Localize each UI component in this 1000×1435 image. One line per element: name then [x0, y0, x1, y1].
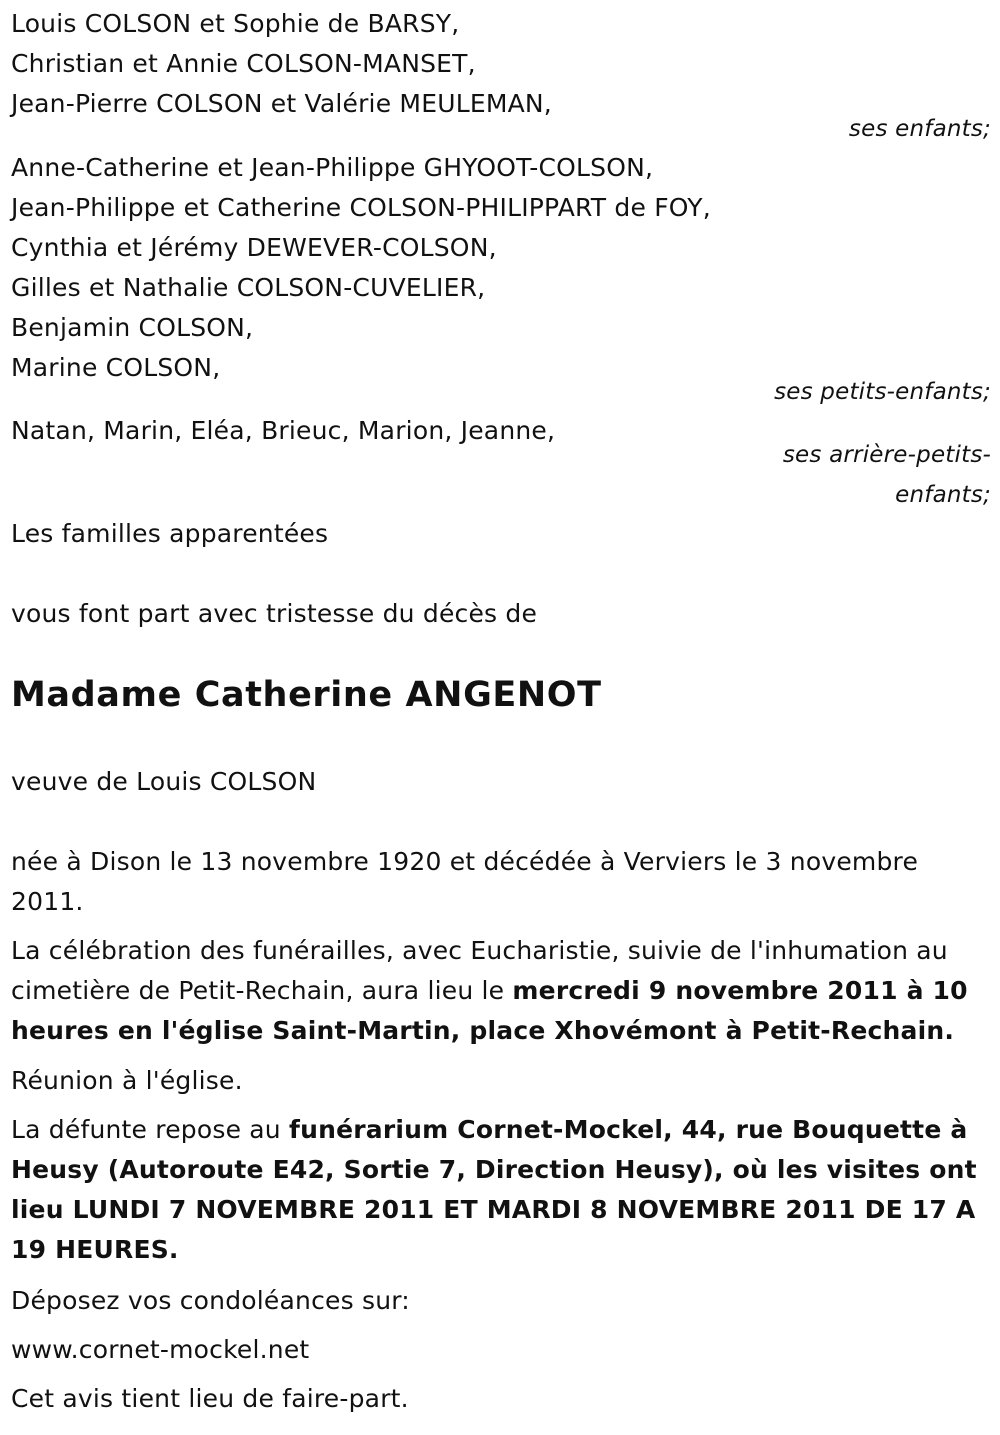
ceremony-details: mercredi 9 novembre 2011 à 10 heures en l'église Saint-Martin, place Xhovémont à Petit-Rechain. [11, 976, 968, 1045]
closing-note: Cet avis tient lieu de faire-part. [11, 1384, 409, 1413]
child-name: Louis COLSON et Sophie de BARSY, [11, 9, 460, 38]
repose-intro: La défunte repose au [11, 1115, 290, 1144]
deceased-name: Madame Catherine ANGENOT [11, 675, 602, 715]
grandchild-name: Gilles et Nathalie COLSON-CUVELIER, [11, 273, 486, 302]
condolences-prompt: Déposez vos condoléances sur: [11, 1286, 410, 1315]
repose-details: funérarium Cornet-Mockel, 44, rue Bouquette à Heusy (Autoroute E42, Sortie 7, Direction Heusy), où les visites ont lieu LUNDI 7 NOVEMBRE 2011 ET MARDI 8 NOVEMBRE 2011 DE 17 A 19 HEURES. [11, 1115, 977, 1264]
grandchild-name: Jean-Philippe et Catherine COLSON-PHILIPPART de FOY, [11, 193, 711, 222]
children-label: ses enfants; [848, 116, 991, 142]
ceremony-intro: La célébration des funérailles, avec Eucharistie, suivie de l'inhumation au cimetière de Petit-Rechain, aura lieu le [11, 936, 948, 1005]
announcement-text: vous font part avec tristesse du décès de [11, 599, 538, 628]
grandchild-name: Cynthia et Jérémy DEWEVER-COLSON, [11, 233, 497, 262]
repose-paragraph [11, 1110, 991, 1270]
grandchild-name: Marine COLSON, [11, 353, 221, 382]
ceremony-paragraph [11, 931, 991, 1051]
great-grandchildren-label-line2: enfants; [895, 482, 991, 508]
widow-of: veuve de Louis COLSON [11, 767, 317, 796]
website-link[interactable]: www.cornet-mockel.net [11, 1335, 310, 1364]
great-grandchildren-names: Natan, Marin, Eléa, Brieuc, Marion, Jeanne, [11, 416, 556, 445]
related-families: Les familles apparentées [11, 519, 329, 548]
grandchild-name: Benjamin COLSON, [11, 313, 254, 342]
birth-death: née à Dison le 13 novembre 1920 et décédée à Verviers le 3 novembre 2011. [11, 847, 919, 916]
reunion-note: Réunion à l'église. [11, 1066, 243, 1095]
grandchildren-label: ses petits-enfants; [774, 379, 991, 405]
child-name: Christian et Annie COLSON-MANSET, [11, 49, 476, 78]
child-name: Jean-Pierre COLSON et Valérie MEULEMAN, [11, 89, 552, 118]
grandchild-name: Anne-Catherine et Jean-Philippe GHYOOT-COLSON, [11, 153, 654, 182]
great-grandchildren-label-line1: ses arrière-petits- [782, 442, 991, 468]
